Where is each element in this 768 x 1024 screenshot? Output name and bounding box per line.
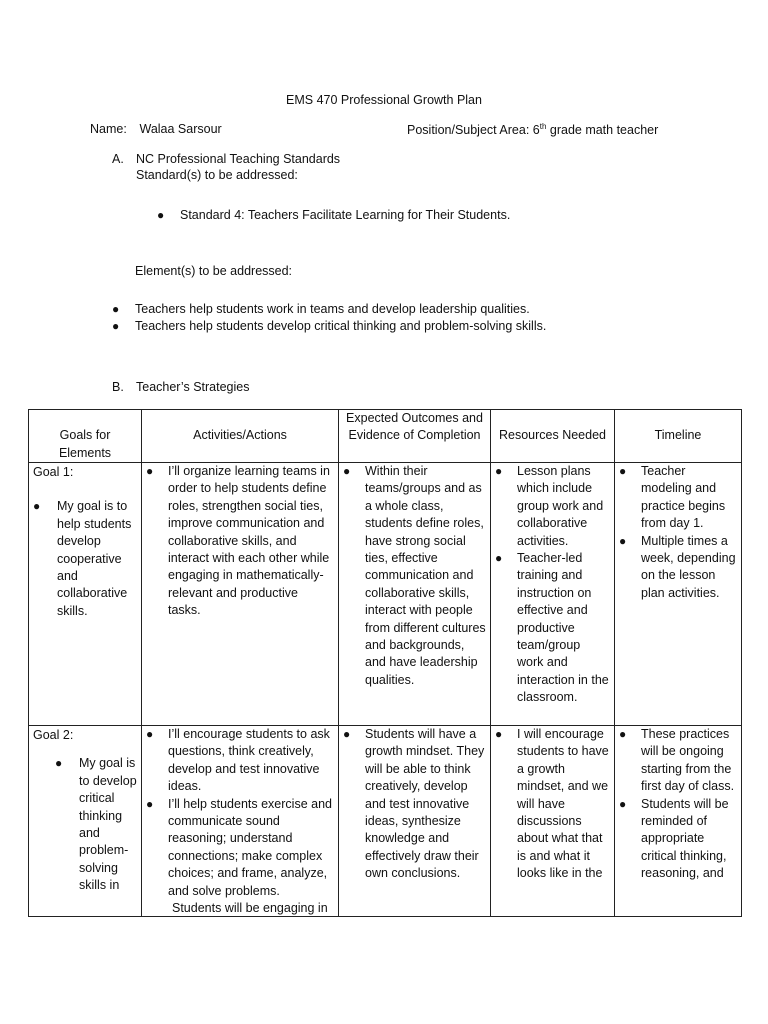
activity-text: I’ll organize learning teams in order to help students define roles, strengthen social ties, improve communication and collaborative skills, and interact with each other while engaging in mathematically-relevant and productive tasks.: [168, 464, 330, 618]
strategies-table: [28, 409, 742, 917]
list-item: [146, 796, 334, 900]
bullet-icon: ●: [495, 727, 503, 741]
resource-text: Lesson plans which include group work and collaborative activities.: [517, 464, 604, 548]
goal-cell: [29, 463, 142, 726]
element-item: [112, 319, 732, 333]
activity-text: I’ll encourage students to ask questions, think creatively, develop and test innovative ideas.: [168, 727, 330, 794]
position-value-suffix: grade math teacher: [546, 123, 659, 138]
bullet-icon: ●: [33, 499, 41, 514]
list-item: [343, 463, 486, 689]
bullet-icon: ●: [146, 464, 154, 478]
position-label: Position/Subject Area:: [407, 123, 530, 138]
activities-cell: [142, 726, 339, 917]
bullet-icon: ●: [112, 319, 120, 333]
elements-label: Element(s) to be addressed:: [135, 264, 293, 278]
document-title: EMS 470 Professional Growth Plan: [286, 93, 482, 107]
goal-cell: [29, 726, 142, 917]
goal-label: Goal 1:: [33, 465, 74, 479]
bullet-icon: ●: [146, 727, 154, 741]
goal-text: My goal is to develop critical thinking and problem-solving skills in: [79, 756, 137, 893]
position-value: [533, 123, 659, 137]
column-header: Expected Outcomes and Evidence of Completion: [339, 410, 491, 463]
resource-text: I will encourage students to have a growth mindset, and we will have discussions about what that is and what it looks like in the: [517, 727, 609, 881]
resource-text: Teacher-led training and instruction on effective and productive team/group work and interaction in the classroom.: [517, 551, 609, 705]
list-item: [146, 726, 334, 796]
column-header: Goals for Elements: [29, 410, 142, 463]
element-item: [112, 302, 732, 316]
table-row: [29, 463, 742, 726]
bullet-icon: ●: [343, 727, 351, 741]
bullet-icon: ●: [55, 756, 63, 771]
bullet-icon: ●: [146, 796, 154, 811]
column-header: Timeline: [615, 410, 742, 463]
column-header: Resources Needed: [491, 410, 615, 463]
element-text: Teachers help students work in teams and develop leadership qualities.: [135, 302, 530, 316]
list-item: [619, 533, 737, 603]
bullet-icon: ●: [495, 464, 503, 478]
timeline-text: These practices will be ongoing starting from the first day of class.: [641, 727, 735, 794]
element-text: Teachers help students develop critical thinking and problem-solving skills.: [135, 319, 547, 333]
name-value: Walaa Sarsour: [139, 122, 222, 136]
standard-text: Standard 4: Teachers Facilitate Learning for Their Students.: [180, 208, 511, 222]
outcome-text: Students will have a growth mindset. They will be able to think creatively, develop and test innovative ideas, synthesize knowledge and effectively draw their own conclusions.: [365, 727, 485, 881]
bullet-icon: ●: [619, 796, 627, 811]
elements-list: [112, 302, 732, 336]
list-item: [55, 755, 137, 894]
timeline-cell: [615, 726, 742, 917]
position-value-sup: th: [539, 122, 547, 131]
outcome-text: Within their teams/groups and as a whole class, students define roles, have strong social ties, effective communication and collaborative skills, interact with people from different cultures and backgrounds, and have leadership qualities.: [365, 464, 486, 687]
list-item: [495, 550, 610, 707]
bullet-icon: ●: [619, 464, 627, 478]
resources-cell: [491, 463, 615, 726]
activity-text: I’ll help students exercise and communicate sound reasoning; understand connections; make complex choices; and frame, analyze, and solve problems.: [168, 796, 332, 898]
bullet-icon: ●: [619, 533, 627, 548]
activities-cell: [142, 463, 339, 726]
section-a-heading: NC Professional Teaching Standards: [136, 152, 341, 166]
list-item: [33, 498, 137, 620]
position-value-prefix: 6: [532, 123, 540, 138]
position-row: [407, 122, 658, 137]
name-row: [90, 122, 222, 136]
table-header-row: [29, 410, 742, 463]
section-b: [112, 380, 250, 394]
outcomes-cell: [339, 463, 491, 726]
bullet-icon: ●: [343, 464, 351, 478]
bullet-icon: ●: [619, 727, 627, 741]
activity-tail-text: Students will be engaging in: [172, 901, 328, 916]
list-item: [495, 726, 610, 883]
section-b-letter: B.: [112, 380, 124, 394]
table-row: [29, 726, 742, 917]
timeline-text: Multiple times a week, depending on the lesson plan activities.: [641, 533, 736, 600]
list-item: [619, 463, 737, 533]
section-a: [112, 152, 732, 182]
bullet-icon: ●: [112, 302, 120, 316]
section-a-letter: A.: [112, 152, 124, 166]
goal-text: My goal is to help students develop cooperative and collaborative skills.: [57, 499, 132, 618]
bullet-icon: ●: [157, 208, 165, 222]
list-item: [146, 463, 334, 620]
name-label: Name:: [90, 122, 127, 136]
resources-cell: [491, 726, 615, 917]
outcomes-cell: [339, 726, 491, 917]
section-b-heading: Teacher’s Strategies: [136, 380, 250, 394]
goal-label: Goal 2:: [33, 728, 74, 742]
list-item: [619, 796, 737, 883]
list-item: [495, 463, 610, 550]
timeline-cell: [615, 463, 742, 726]
standard-item: [157, 208, 510, 222]
list-item: [343, 726, 486, 883]
standards-label: Standard(s) to be addressed:: [136, 168, 298, 182]
column-header: Activities/Actions: [142, 410, 339, 463]
bullet-icon: ●: [495, 551, 503, 566]
timeline-text: Students will be reminded of appropriate critical thinking, reasoning, and: [641, 796, 729, 881]
list-item: [619, 726, 737, 796]
timeline-text: Teacher modeling and practice begins from day 1.: [641, 464, 726, 531]
